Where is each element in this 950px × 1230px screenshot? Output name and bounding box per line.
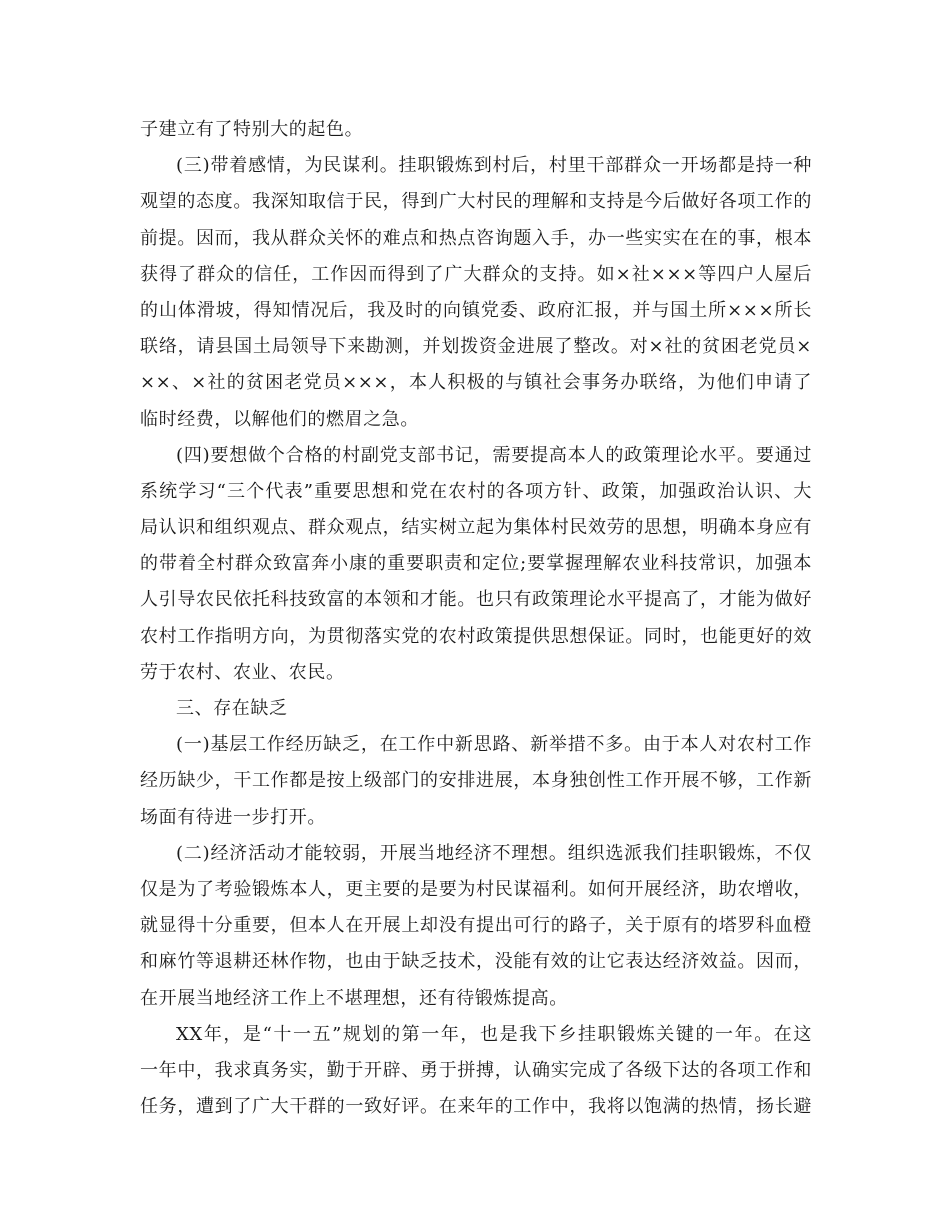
text-line: 劳于农村、农业、农民。 [140, 661, 345, 683]
text-line: 临时经费，以解他们的燃眉之急。 [140, 408, 419, 430]
paragraph-first-line: XX年，是“十一五”规划的第一年，也是我下乡挂职锻炼关键的一年。在这 [176, 1023, 812, 1045]
text-line: 局认识和组织观点、群众观点，结实树立起为集体村民效劳的思想，明确本身应有 [140, 517, 812, 539]
text-line: 仅是为了考验锻炼本人，更主要的是要为村民谋福利。如何开展经济，助农增收， [140, 878, 812, 900]
paragraph-heading-line: (四)要想做个合格的村副党支部书记，需要提高本人的政策理论水平。要通过 [176, 444, 812, 466]
text-line: 经历缺少，干工作都是按上级部门的安排进展，本身独创性工作开展不够，工作新 [140, 770, 812, 792]
text-line: 子建立有了特别大的起色。 [140, 119, 364, 140]
text-line: 的带着全村群众致富奔小康的重要职责和定位;要掌握理解农业科技常识，加强本 [140, 553, 812, 575]
text-line: 任务，遭到了广大干群的一致好评。在来年的工作中，我将以饱满的热情，扬长避 [140, 1096, 812, 1118]
text-line: 系统学习“三个代表”重要思想和党在农村的各项方针、政策，加强政治认识、大 [140, 480, 812, 502]
text-line: ××、×社的贫困老党员×××，本人积极的与镇社会事务办联络，为他们申请了 [140, 372, 812, 394]
text-line: 获得了群众的信任，工作因而得到了广大群众的支持。如×社×××等四户人屋后 [140, 263, 812, 285]
document-body [140, 112, 812, 1125]
text-line: 一年中，我求真务实，勤于开辟、勇于拼搏，认确实完成了各级下达的各项工作和 [140, 1059, 812, 1081]
section-heading: 三、存在缺乏 [176, 698, 288, 719]
text-line: 在开展当地经济工作上不堪理想，还有待锻炼提高。 [140, 987, 568, 1009]
text-line: 联络，请县国土局领导下来勘测，并划拨资金进展了整改。对×社的贫困老党员× [140, 336, 812, 358]
text-line: 观望的态度。我深知取信于民，得到广大村民的理解和支持是今后做好各项工作的 [140, 191, 812, 213]
text-line: 和麻竹等退耕还林作物，也由于缺乏技术，没能有效的让它表达经济效益。因而， [140, 951, 812, 973]
text-line: 农村工作指明方向，为贯彻落实党的农村政策提供思想保证。同时，也能更好的效 [140, 625, 812, 647]
text-line: 前提。因而，我从群众关怀的难点和热点咨询题入手，办一些实实在在的事，根本 [140, 227, 812, 249]
text-line: 的山体滑坡，得知情况后，我及时的向镇党委、政府汇报，并与国土所×××所长 [140, 299, 812, 321]
text-line: 人引导农民依托科技致富的本领和才能。也只有政策理论水平提高了，才能为做好 [140, 589, 812, 611]
text-line: 就显得十分重要，但本人在开展上却没有提出可行的路子，关于原有的塔罗科血橙 [140, 915, 812, 937]
paragraph-heading-line: (二)经济活动才能较弱，开展当地经济不理想。组织选派我们挂职锻炼，不仅 [176, 842, 812, 864]
paragraph-heading-line: (三)带着感情，为民谋利。挂职锻炼到村后，村里干部群众一开场都是持一种 [176, 155, 812, 177]
text-line: 场面有待进一步打开。 [140, 806, 326, 828]
paragraph-heading-line: (一)基层工作经历缺乏，在工作中新思路、新举措不多。由于本人对农村工作 [176, 734, 812, 756]
